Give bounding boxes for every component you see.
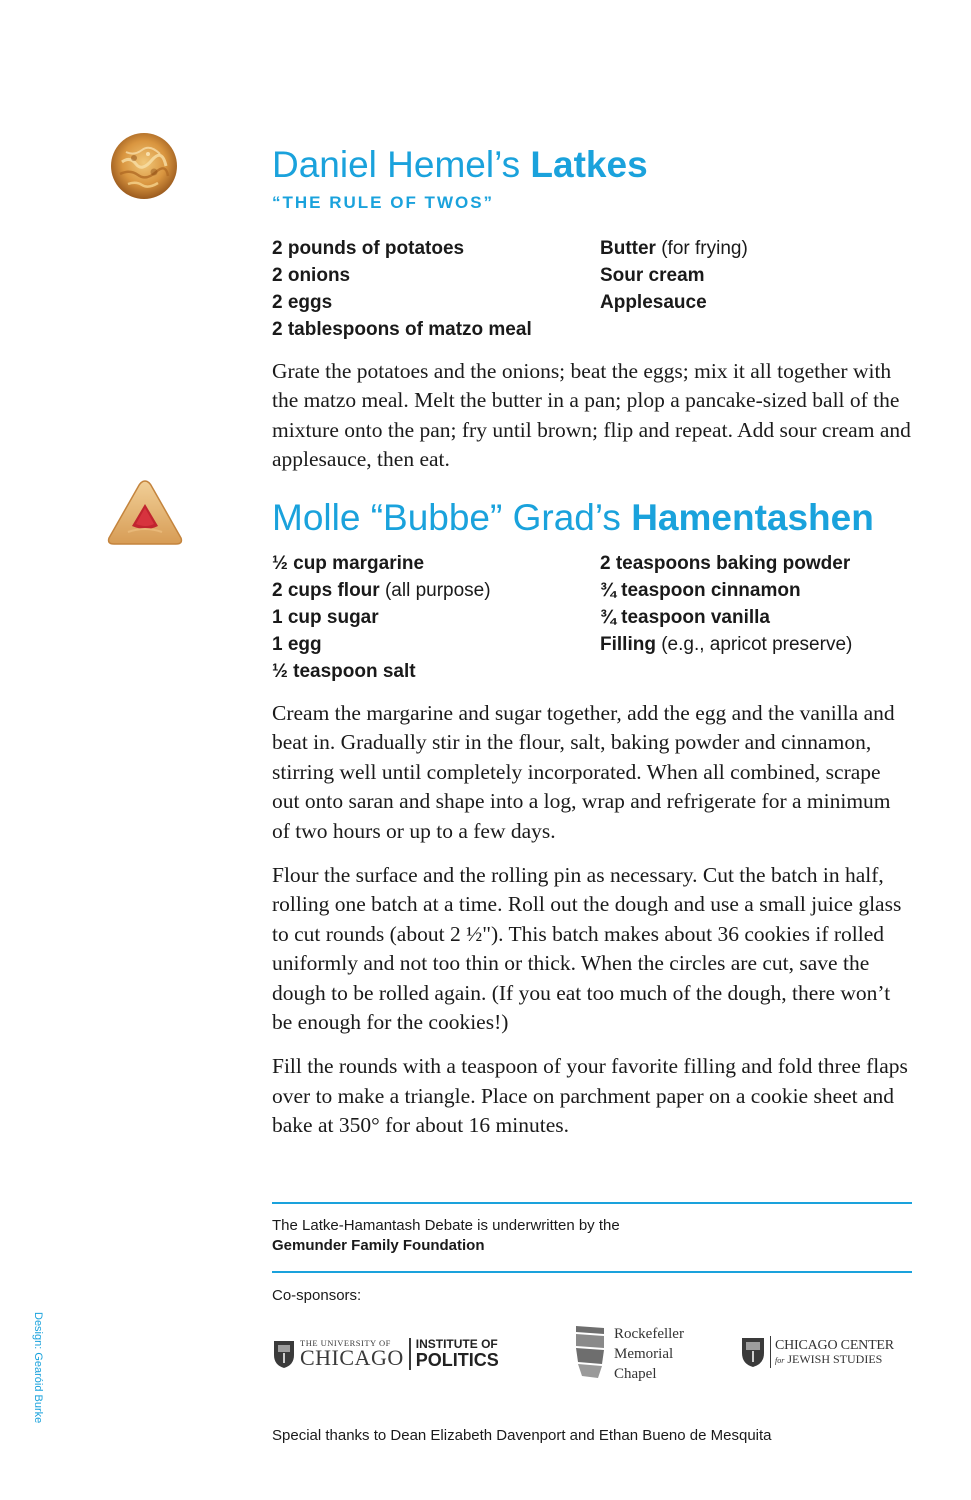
underwriter-note bbox=[272, 1216, 912, 1256]
hamentashen-title: Molle “Bubbe” Grad’s Hamentashen bbox=[272, 497, 874, 538]
latkes-title: Daniel Hemel’s Latkes bbox=[272, 144, 648, 185]
divider bbox=[272, 1271, 912, 1273]
hamentashen-paragraph-3: Fill the rounds with a teaspoon of your favorite filling and fold three flaps over to make a triangle. Place on parchment paper on a cookie sheet and bake at 350° for about 16 minutes. bbox=[272, 1054, 908, 1138]
rockefeller-chapel-logo bbox=[574, 1324, 684, 1384]
uchicago-shield-icon bbox=[272, 1339, 296, 1369]
ingredient: ¾ teaspoon cinnamon bbox=[600, 580, 801, 601]
ingredient: Butter (for frying) bbox=[600, 238, 748, 259]
logo-text: for bbox=[775, 1356, 785, 1365]
logo-text: INSTITUTE OF bbox=[415, 1337, 498, 1352]
sponsor-logos bbox=[272, 1320, 912, 1386]
logo-text: THE UNIVERSITY OF bbox=[300, 1337, 391, 1348]
chapel-icon bbox=[574, 1324, 606, 1380]
ingredient: ½ teaspoon salt bbox=[272, 661, 416, 682]
ingredient: 2 onions bbox=[272, 265, 351, 286]
divider bbox=[272, 1202, 912, 1204]
ingredient: 1 egg bbox=[272, 634, 322, 655]
ccjs-shield-icon bbox=[740, 1336, 766, 1368]
design-credit bbox=[0, 1312, 44, 1442]
ingredient: 2 teaspoons baking powder bbox=[600, 553, 851, 574]
ingredient: 2 cups flour (all purpose) bbox=[272, 580, 491, 601]
foundation-name: Gemunder Family Foundation bbox=[272, 1237, 485, 1254]
latkes-ingredients bbox=[272, 235, 912, 343]
cosponsors-label: Co-sponsors: bbox=[272, 1287, 362, 1304]
logo-text: POLITICS bbox=[415, 1349, 499, 1370]
logo-text: CHICAGO CENTER bbox=[775, 1338, 894, 1353]
hamentashen-recipe bbox=[272, 499, 912, 1141]
ingredient: ½ cup margarine bbox=[272, 553, 425, 574]
uchicago-iop-logo bbox=[272, 1334, 499, 1374]
ingredient: 2 pounds of potatoes bbox=[272, 238, 465, 259]
logo-text: Memorial bbox=[614, 1346, 674, 1362]
logo-text: JEWISH STUDIES bbox=[787, 1352, 883, 1366]
ingredient: Sour cream bbox=[600, 265, 705, 286]
latkes-subtitle: “THE RULE OF TWOS” bbox=[272, 193, 495, 212]
hamentashen-paragraph-2: Flour the surface and the rolling pin as necessary. Cut the batch in half, rolling one batch at a time. Roll out the dough and use a small juice glass to cut rounds (about 2 ½"). This batch makes about 36 cookies if rolled uniformly and not too thin or thick. When the circles are cut, save the dough to be rolled again. (If you eat too much of the dough, there won’t be enough for the cookies!) bbox=[272, 863, 902, 1035]
hamentashen-ingredients bbox=[272, 550, 912, 685]
ingredient: 2 eggs bbox=[272, 292, 333, 313]
latkes-instructions: Grate the potatoes and the onions; beat the eggs; mix it all together with the matzo meal. Melt the butter in a pan; plop a pancake-sized ball of the mixture onto the pan; fry until brown; flip and repeat. Add sour cream and applesauce, then eat. bbox=[272, 359, 911, 472]
ingredient: ¾ teaspoon vanilla bbox=[600, 607, 770, 628]
logo-text: Chapel bbox=[614, 1366, 657, 1382]
ingredient: 1 cup sugar bbox=[272, 607, 379, 628]
logo-text: CHICAGO bbox=[300, 1345, 404, 1371]
latkes-recipe bbox=[272, 146, 912, 475]
underwriter-text: The Latke-Hamantash Debate is underwritten by the bbox=[272, 1217, 620, 1234]
ingredient: 2 tablespoons of matzo meal bbox=[272, 319, 532, 340]
logo-text: Rockefeller bbox=[614, 1326, 684, 1342]
latke-icon bbox=[110, 132, 178, 200]
design-credit-text: Design: Gearóid Burke bbox=[32, 1312, 44, 1424]
hamantash-icon bbox=[106, 478, 184, 546]
ccjs-logo bbox=[740, 1336, 894, 1368]
ingredient: Filling (e.g., apricot preserve) bbox=[600, 634, 853, 655]
special-thanks: Special thanks to Dean Elizabeth Davenport and Ethan Bueno de Mesquita bbox=[272, 1427, 772, 1444]
hamentashen-paragraph-1: Cream the margarine and sugar together, add the egg and the vanilla and beat in. Gradually stir in the flour, salt, baking powder and cinnamon, stirring well until completely incorporated. When all combined, scrape out onto saran and shape into a log, wrap and refrigerate for a minimum of two hours or up to a few days. bbox=[272, 701, 895, 843]
ingredient: Applesauce bbox=[600, 292, 707, 313]
